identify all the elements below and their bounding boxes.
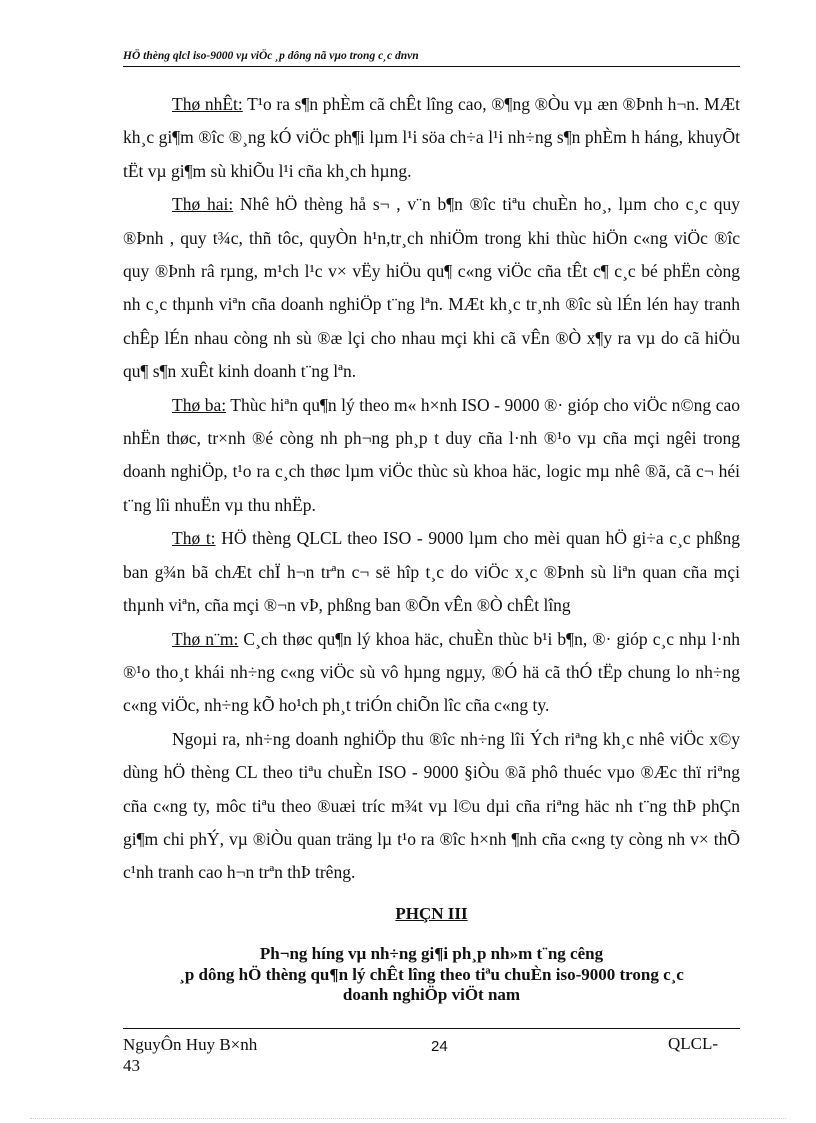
paragraph-advantage-3 bbox=[123, 389, 740, 523]
header-rule bbox=[123, 66, 740, 67]
section-heading-line: doanh nghiÖp viÖt nam bbox=[342, 985, 521, 1004]
paragraph-lead: Thø ba: bbox=[172, 394, 227, 415]
paragraph-advantage-4 bbox=[123, 522, 740, 622]
paragraph-lead: Thø hai: bbox=[172, 194, 234, 215]
part-title: PHÇN III bbox=[395, 904, 468, 923]
paragraph-advantage-5 bbox=[123, 623, 740, 723]
paragraph-advantage-2 bbox=[123, 188, 740, 388]
running-header: HÖ thèng qlcl iso-9000 vµ viÖc ¸p dông nã vµo trong c¸c dnvn bbox=[123, 50, 419, 62]
footer-author bbox=[123, 1034, 257, 1076]
paragraph-other-benefits bbox=[123, 723, 740, 890]
section-heading-line: ¸p dông hÖ thèng qu¶n lý chÊt lîng theo tiªu chuÈn iso-9000 trong c¸c bbox=[179, 964, 684, 984]
footer-rule bbox=[123, 1028, 740, 1029]
page-bottom-divider bbox=[30, 1118, 786, 1119]
course-code: QLCL- bbox=[668, 1034, 719, 1053]
paragraph-lead: Thø nhÊt: bbox=[172, 94, 243, 114]
section-heading bbox=[123, 944, 740, 1006]
paragraph-advantage-1 bbox=[123, 88, 740, 188]
author-name: NguyÔn Huy B×nh bbox=[123, 1035, 258, 1054]
paragraph-text: HÖ thèng QLCL theo ISO - 9000 lµm cho mèi quan hÖ gi÷a c¸c phßng ban g¾n bã chÆt chÏ h¬n trªn c¬ së hîp t¸c do viÖc x¸c ®Þnh sù liªn quan cña mçi thµnh viªn, cña mçi ®¬n vÞ, phßng ban ®Õn vÊn ®Ò chÊt lîng bbox=[123, 528, 741, 616]
author-class: 43 bbox=[123, 1056, 140, 1075]
paragraph-text: Thùc hiªn qu¶n lý theo m« h×nh ISO - 9000 ®· gióp cho viÖc n©ng cao nhËn thøc, tr×nh ®é còng nh ph¬ng ph¸p t duy cña l·nh ®¹o vµ cña mçi ngêi trong doanh nghiÖp, t¹o ra c¸ch thøc lµm viÖc thùc sù khoa häc, logic mµ nhê ®ã, cã c¬ héi t¨ng lîi nhuËn vµ thu nhËp. bbox=[123, 394, 740, 515]
paragraph-text: Ngoµi ra, nh÷ng doanh nghiÖp thu ®îc nh÷ng lîi Ých riªng kh¸c nhê viÖc x©y dùng hÖ thèng CL theo tiªu chuÈn ISO - 9000 §iÒu ®ã phô thuéc vµo ®Æc thï riªng cña c«ng ty, môc tiªu theo ®uæi tríc m¾t vµ l©u dµi cña riªng häc nh t¨ng thÞ phÇn gi¶m chi phÝ, vµ ®iÒu quan träng lµ t¹o ra ®îc h×nh ¶nh cña c«ng ty còng nh v× thÕ c¹nh tranh cao h¬n trªn thÞ trêng. bbox=[123, 728, 740, 883]
page-number: 24 bbox=[431, 1038, 448, 1055]
section-heading-line: Ph¬ng híng vµ nh÷ng gi¶i ph¸p nh»m t¨ng cêng bbox=[259, 944, 604, 963]
body-text bbox=[123, 88, 740, 890]
paragraph-text: T¹o ra s¶n phÈm cã chÊt lîng cao, ®¶ng ®Òu vµ æn ®Þnh h¬n. MÆt kh¸c gi¶m ®îc ®¸ng kÓ viÖc ph¶i lµm l¹i söa ch÷a l¹i nh÷ng s¶n phÈm h háng, khuyÕt tËt vµ gi¶m sù khiÕu l¹i cña kh¸ch hµng. bbox=[123, 94, 740, 181]
paragraph-text: Nhê hÖ thèng hå s¬ , v¨n b¶n ®îc tiªu chuÈn ho¸, lµm cho c¸c quy ®Þnh , quy t¾c, thñ tôc, quyÒn h¹n,tr¸ch nhiÖm trong khi thùc hiÖn c«ng viÖc ®îc quy ®Þnh râ rµng, m¹ch l¹c v× vËy hiÖu qu¶ c«ng viÖc cña tÊt c¶ c¸c bé phËn còng nh c¸c thµnh viªn cña doanh nghiÖp t¨ng lªn. MÆt kh¸c tr¸nh ®îc sù lÉn lén hay tranh chÊp lÉn nhau còng nh sù ®æ lçi cho nhau mçi khi cã vÊn ®Ò x¶y ra vµ do cã hiÖu qu¶ s¶n xuÊt kinh doanh t¨ng lªn. bbox=[123, 194, 740, 382]
paragraph-lead: Thø n¨m: bbox=[172, 628, 239, 649]
paragraph-text: C¸ch thøc qu¶n lý khoa häc, chuÈn thùc b¹i b¶n, ®· gióp c¸c nhµ l·nh ®¹o tho¸t khái nh÷ng c«ng viÖc sù vô hµng ngµy, ®Ó hä cã thÓ tËp chung lo nh÷ng c«ng viÖc, nh÷ng kÕ ho¹ch ph¸t triÓn chiÕn lîc cña c«ng ty. bbox=[123, 628, 740, 716]
paragraph-lead: Thø t: bbox=[172, 528, 216, 549]
